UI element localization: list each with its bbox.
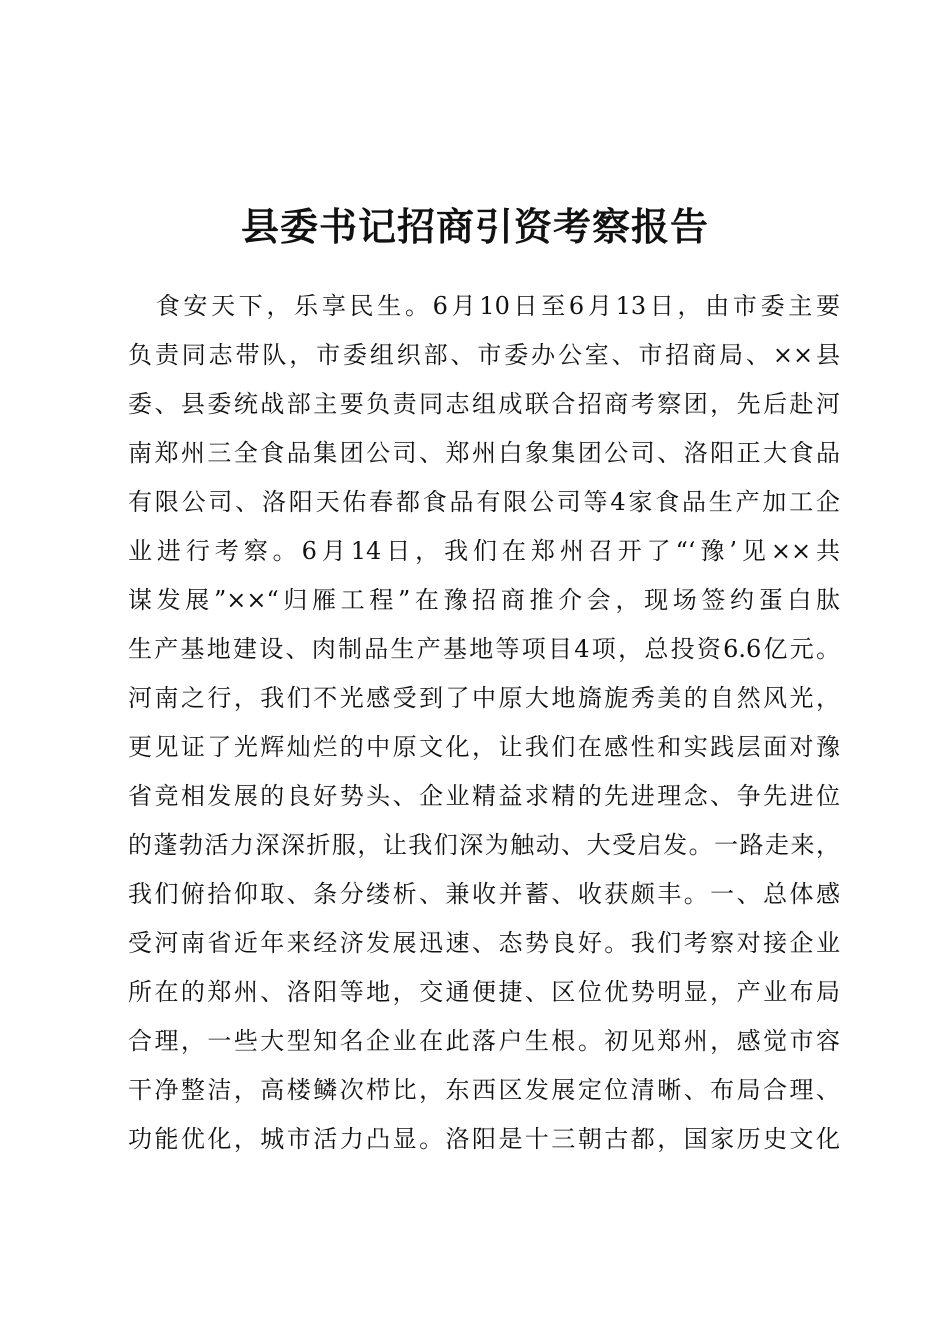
text-line: 我们俯拾仰取、条分缕析、兼收并蓄、收获颇丰。一、总体感: [128, 880, 840, 908]
text-line: 生产基地建设、肉制品生产基地等项目4项，总投资6.6亿元。: [128, 635, 840, 663]
text-line: 业进行考察。6月14日，我们在郑州召开了“‘豫’见××共: [128, 537, 840, 565]
text-line: 河南之行，我们不光感受到了中原大地旖旎秀美的自然风光，: [128, 684, 840, 712]
text-line: 干净整洁，高楼鳞次栉比，东西区发展定位清晰、布局合理、: [128, 1076, 840, 1104]
text-line: 的蓬勃活力深深折服，让我们深为触动、大受启发。一路走来，: [128, 831, 840, 859]
body-paragraph: [128, 282, 840, 1164]
text-line: 谋发展”××“归雁工程”在豫招商推介会，现场签约蛋白肽: [128, 586, 840, 614]
text-line: 受河南省近年来经济发展迅速、态势良好。我们考察对接企业: [128, 929, 840, 957]
text-line: 更见证了光辉灿烂的中原文化，让我们在感性和实践层面对豫: [128, 733, 840, 761]
text-line: 有限公司、洛阳天佑春都食品有限公司等4家食品生产加工企: [128, 488, 840, 516]
text-line: 委、县委统战部主要负责同志组成联合招商考察团，先后赴河: [128, 390, 840, 418]
text-line: 南郑州三全食品集团公司、郑州白象集团公司、洛阳正大食品: [128, 439, 840, 467]
text-line: 合理，一些大型知名企业在此落户生根。初见郑州，感觉市容: [128, 1027, 840, 1055]
text-line: 所在的郑州、洛阳等地，交通便捷、区位优势明显，产业布局: [128, 978, 840, 1006]
text-line: 负责同志带队，市委组织部、市委办公室、市招商局、××县: [128, 341, 840, 369]
text-line: 省竞相发展的良好势头、企业精益求精的先进理念、争先进位: [128, 782, 840, 810]
text-line: 功能优化，城市活力凸显。洛阳是十三朝古都，国家历史文化: [128, 1125, 840, 1153]
document-title: 县委书记招商引资考察报告: [240, 204, 709, 249]
text-line: 食安天下，乐享民生。6月10日至6月13日，由市委主要: [128, 292, 840, 320]
